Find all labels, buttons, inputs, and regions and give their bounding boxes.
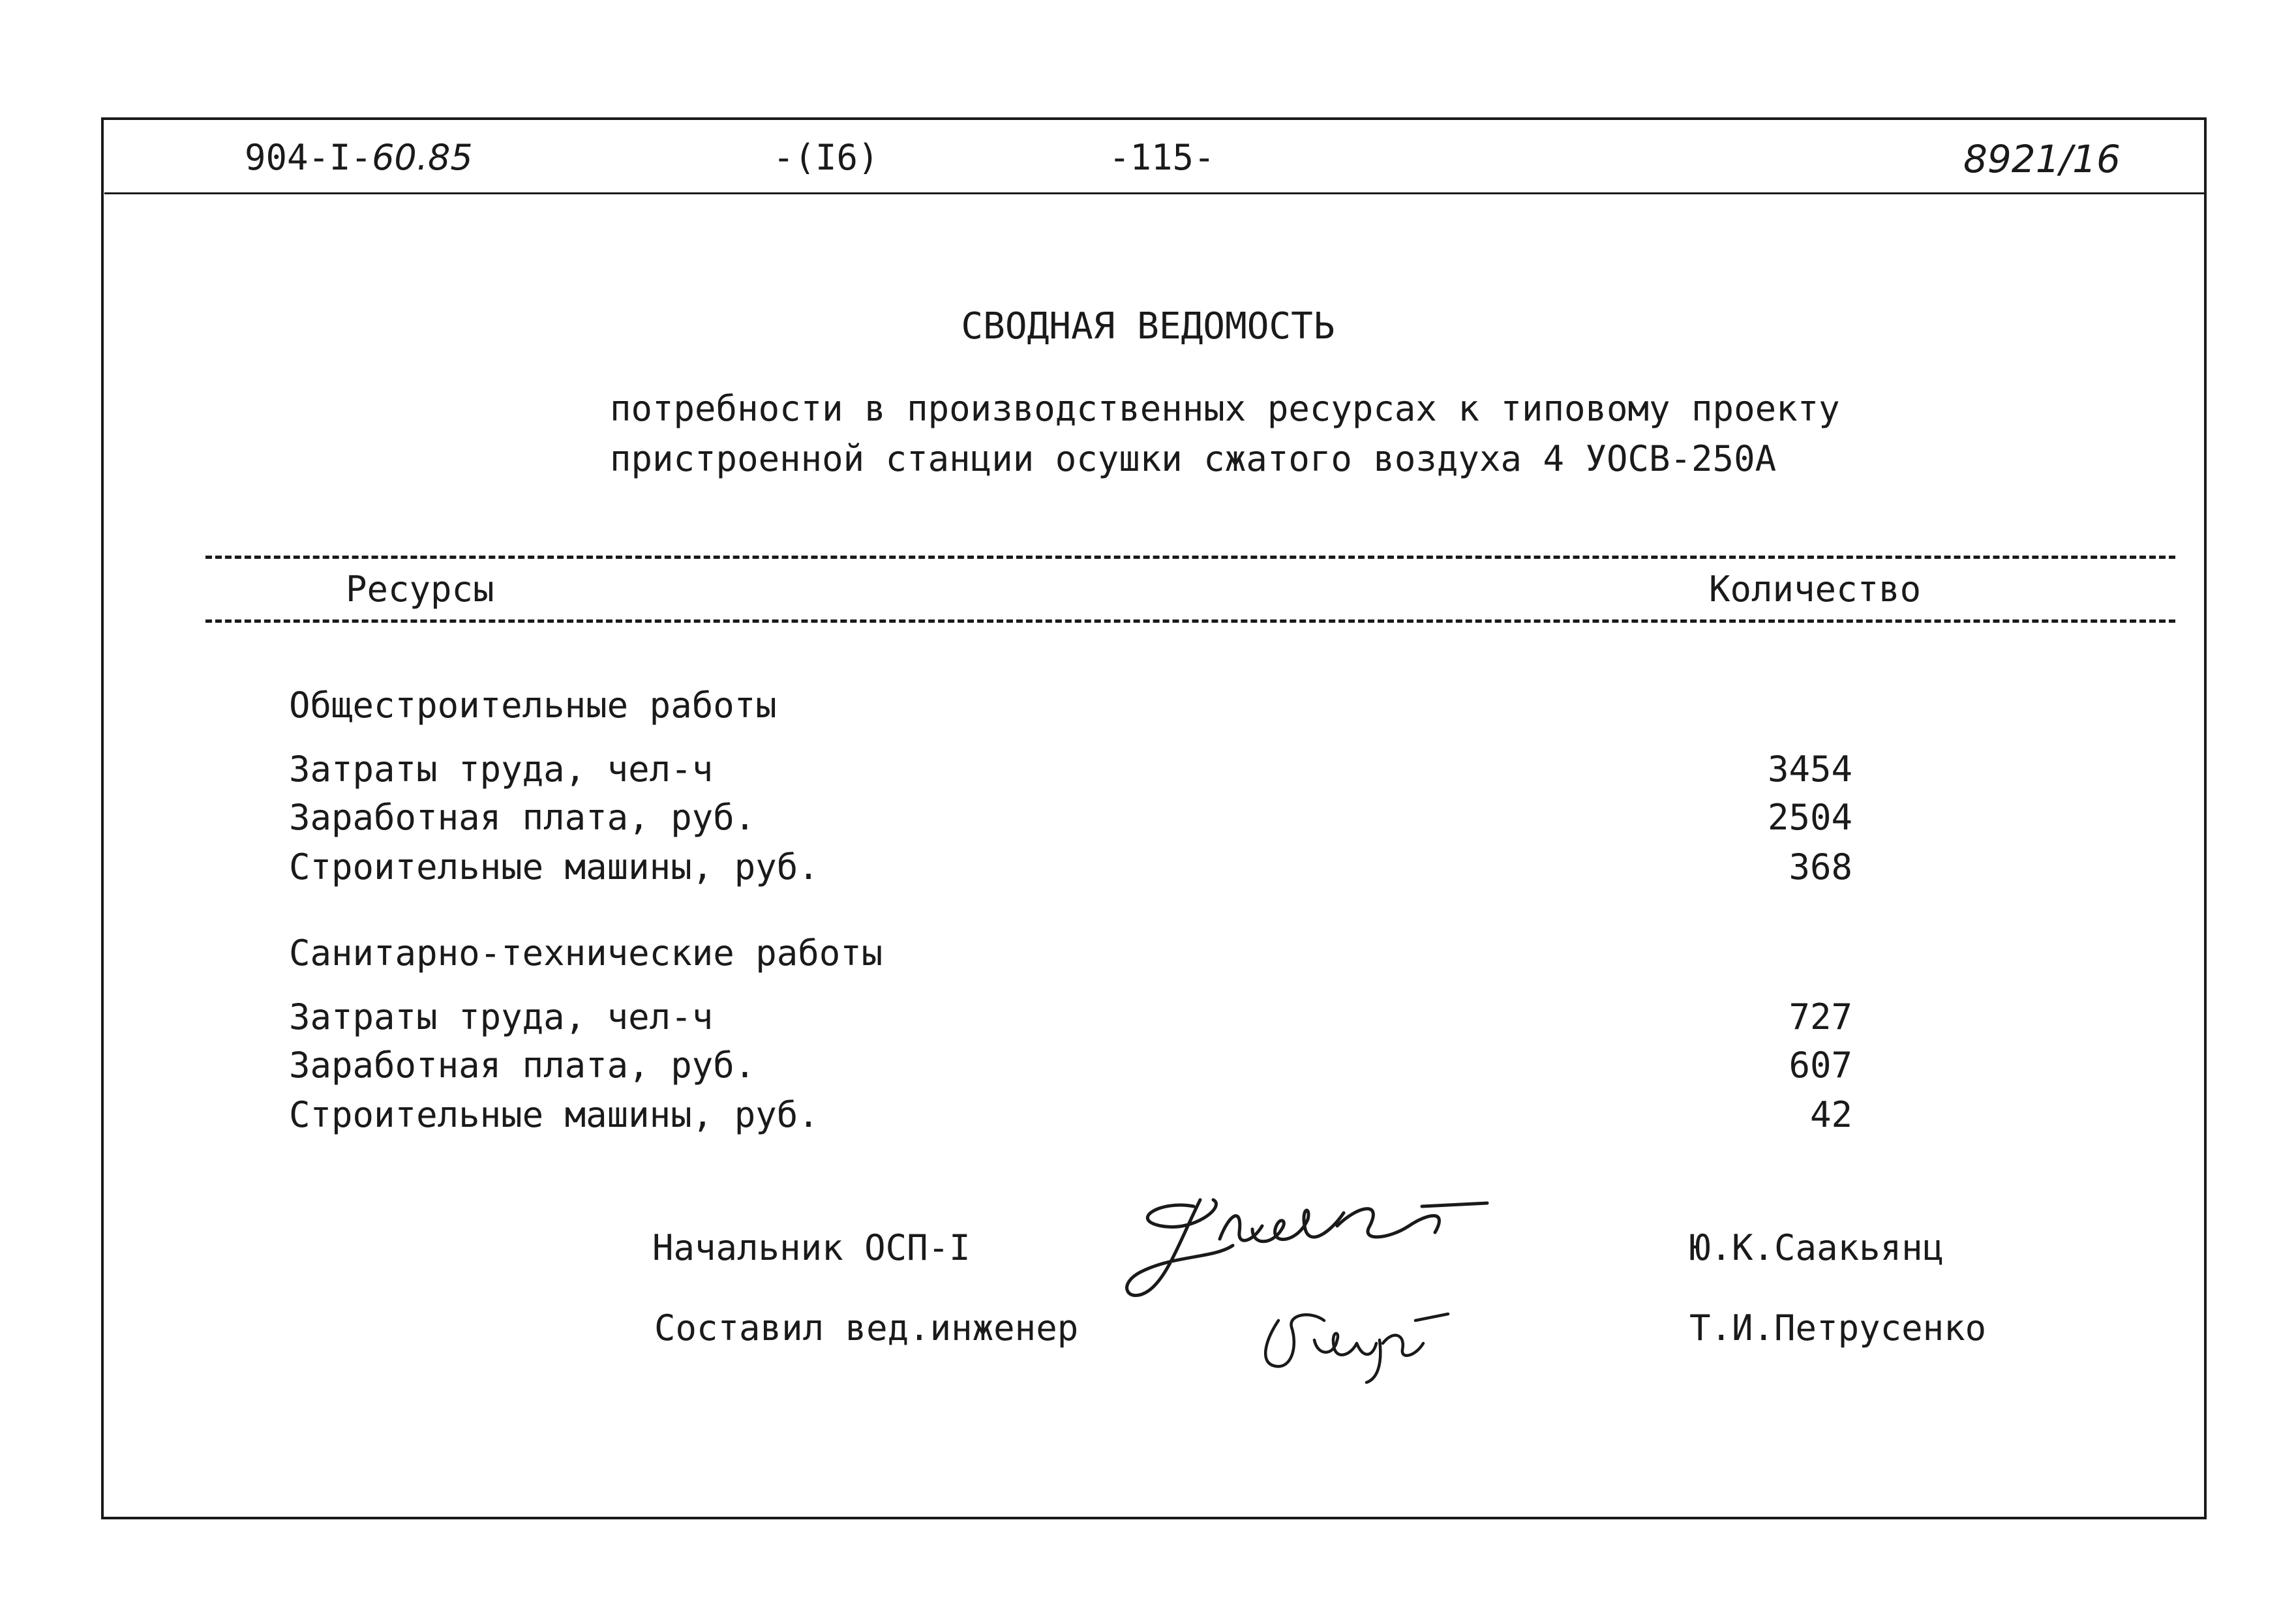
table-row-label: Строительные машины, руб. xyxy=(289,846,819,887)
table-row-label: Заработная плата, руб. xyxy=(289,1045,756,1086)
table-row-label: Заработная плата, руб. xyxy=(289,797,756,838)
table-row-value: 368 xyxy=(1789,846,1852,887)
section-title: Санитарно-технические работы xyxy=(289,932,883,974)
sheet-number: -(I6) xyxy=(773,137,879,178)
table-row-value: 3454 xyxy=(1767,749,1852,790)
chief-title: Начальник ОСП-I xyxy=(652,1227,971,1268)
header-divider xyxy=(104,192,2205,194)
document-subtitle-line2: пристроенной станции осушки сжатого воздуха 4 УОСВ-250А xyxy=(610,438,1777,479)
column-header-resources: Ресурсы xyxy=(346,569,494,610)
project-code-handwritten: 60.85 xyxy=(372,137,473,178)
chief-signature xyxy=(1122,1180,1500,1311)
page-number: -115- xyxy=(1109,137,1215,178)
table-top-rule xyxy=(205,556,2175,559)
chief-name: Ю.К.Саакьянц xyxy=(1689,1227,1944,1268)
table-row-label: Строительные машины, руб. xyxy=(289,1094,819,1135)
table-row-value: 42 xyxy=(1809,1094,1852,1135)
column-header-quantity: Количество xyxy=(1709,569,1922,610)
project-code xyxy=(245,137,473,178)
compiler-title: Составил вед.инженер xyxy=(654,1307,1079,1349)
table-row-value: 607 xyxy=(1789,1045,1852,1086)
table-row-value: 2504 xyxy=(1767,797,1852,838)
section-title: Общестроительные работы xyxy=(289,685,777,726)
table-row-label: Затраты труда, чел-ч xyxy=(289,996,714,1037)
document-subtitle-line1: потребности в производственных ресурсах к типовому проекту xyxy=(610,388,1840,429)
compiler-name: Т.И.Петрусенко xyxy=(1689,1307,1987,1349)
compiler-signature xyxy=(1252,1301,1461,1386)
table-header-rule xyxy=(205,619,2175,623)
document-title: СВОДНАЯ ВЕДОМОСТЬ xyxy=(961,305,1335,348)
archive-number: 8921/16 xyxy=(1963,137,2121,181)
table-row-label: Затраты труда, чел-ч xyxy=(289,749,714,790)
project-code-printed: 904-I- xyxy=(245,137,372,178)
table-row-value: 727 xyxy=(1789,996,1852,1037)
